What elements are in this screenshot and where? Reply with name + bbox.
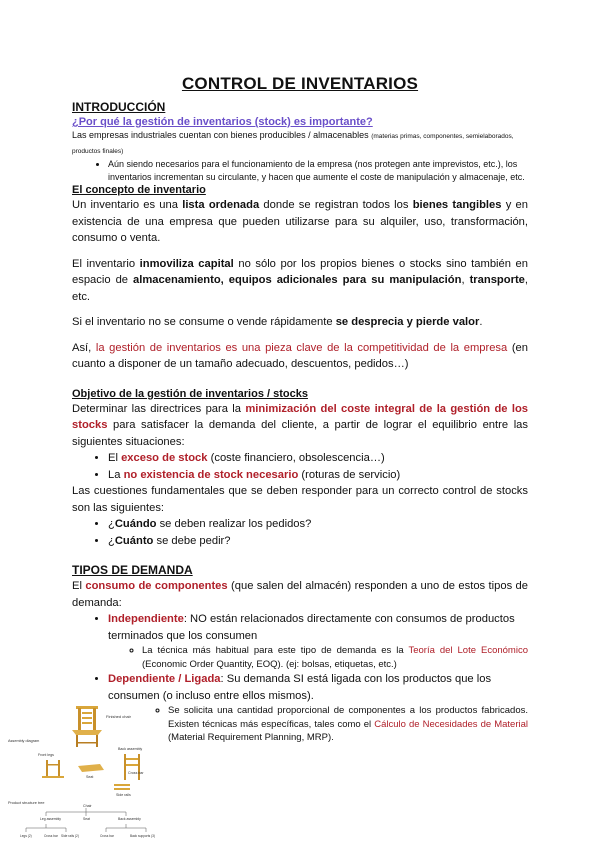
tree-cross-bar-2: Cross bar bbox=[100, 834, 114, 838]
front-legs-label: Front legs bbox=[38, 753, 54, 757]
list-item: • La no existencia de stock necesario (roturas de servicio) bbox=[108, 467, 528, 484]
list-item: ◦ Se solicita una cantidad proporcional de componentes a los productos fabricados. Existen técnicas más específicas, tales como el Cálculo de Necesidades de Material (Material Requirement Planning, MRP). bbox=[168, 704, 528, 745]
objective-bullets bbox=[72, 450, 528, 483]
back-assembly-label: Back assembly bbox=[118, 747, 143, 751]
tree-back-assembly: Back assembly bbox=[118, 817, 141, 821]
parts-image bbox=[42, 754, 140, 790]
intro-bullet: • Aún siendo necesarios para el funcionamiento de la empresa (nos protegen ante imprevistos, etc.), los inventarios incrementan su circulante, y hacen que aumente el coste de manipulación y almacenaje, etc. bbox=[108, 158, 528, 183]
list-item: ◦ La técnica más habitual para este tipo de demanda es la Teoría del Lote Económico (Economic Order Quantity, EOQ). (ej: bolsas, etiquetas, etc.) bbox=[142, 644, 528, 671]
tree-seat: Seat bbox=[83, 817, 90, 821]
objective-heading: Objetivo de la gestión de inventarios / stocks bbox=[72, 387, 308, 400]
seat-label: Seat bbox=[86, 775, 94, 779]
list-item: • El exceso de stock (coste financiero, obsolescencia…) bbox=[108, 450, 528, 467]
page-title: CONTROL DE INVENTARIOS bbox=[181, 74, 419, 93]
concept-p1: Un inventario es una lista ordenada donde se registran todos los bienes tangibles y en existencia de una empresa que pueden utilizarse para su alquiler, uso, transformación, consumo o venta. bbox=[72, 199, 528, 244]
objective-p2: Las cuestiones fundamentales que se deben responder para un correcto control de stocks son las siguientes: bbox=[72, 485, 528, 514]
document-page bbox=[72, 74, 528, 745]
intro-question: ¿Por qué la gestión de inventarios (stock) es importante? bbox=[72, 116, 373, 128]
chair-diagram bbox=[6, 704, 156, 844]
concept-p2: El inventario inmoviliza capital no sólo por los propios bienes o stocks sino también en espacio de almacenamiento, equipos adicionales para su manipulación, transporte, etc. bbox=[72, 257, 529, 303]
cross-bar-label: Cross bar bbox=[128, 771, 144, 775]
intro-paragraph: Las empresas industriales cuentan con bienes producibles / almacenables (materias primas, componentes, semielaborados, productos finales) bbox=[72, 130, 514, 155]
list-item: • ¿Cuándo se deben realizar los pedidos? bbox=[108, 516, 528, 533]
concept-p4: Así, la gestión de inventarios es una pieza clave de la competitividad de la empresa (en cuanto a disponer de un tamaño adecuado, descuentos, pedidos…) bbox=[72, 341, 528, 370]
finished-label: Finished chair bbox=[106, 714, 131, 719]
tree-legs: Legs (2) bbox=[20, 834, 32, 838]
list-item: • ¿Cuánto se debe pedir? bbox=[108, 533, 528, 550]
concept-heading: El concepto de inventario bbox=[72, 184, 206, 196]
intro-heading: INTRODUCCIÓN bbox=[72, 100, 166, 114]
list-item: • Independiente: NO están relacionados directamente con consumos de productos terminados que los consumen ◦ La técnica más habitual para este tipo de demanda es la Teoría del Lote Económico (Economic Order Quantity, EOQ). (ej: bolsas, etiquetas, etc.) bbox=[108, 611, 528, 671]
objective-p1: Determinar las directrices para la minimización del coste integral de la gestión de los stocks para satisfacer la demanda del cliente, a partir de lograr el equilibrio entre las siguientes situaciones: bbox=[72, 402, 528, 448]
intro-bullets bbox=[72, 158, 528, 183]
tree-side-rails: Side rails (2) bbox=[61, 834, 79, 838]
tree-leg-assembly: Leg assembly bbox=[40, 817, 61, 821]
demand-p1: El consumo de componentes (que salen del almacén) responden a uno de estos tipos de demanda: bbox=[72, 580, 528, 609]
demand-heading: TIPOS DE DEMANDA bbox=[72, 563, 193, 577]
assembly-label: Assembly diagram bbox=[8, 739, 40, 743]
objective-questions bbox=[72, 516, 528, 549]
tree-chair: Chair bbox=[83, 804, 92, 808]
tree-cross-bar: Cross bar bbox=[44, 834, 58, 838]
tree-title: Product structure tree bbox=[8, 801, 45, 805]
tree-back-supports: Back supports (3) bbox=[130, 834, 155, 838]
list-item: • Dependiente / Ligada: Su demanda SI está ligada con los productos que los consumen (o incluso entre ellos mismos). ◦ Se solicita una cantidad proporcional de componentes a los productos fabricados. Existen técnicas más específicas, tales como el Cálculo de Necesidades de Material (Material Requirement Planning, MRP). bbox=[108, 671, 528, 745]
side-rails-label: Side rails bbox=[116, 793, 131, 797]
concept-p3: Si el inventario no se consume o vende rápidamente se desprecia y pierde valor. bbox=[72, 316, 483, 328]
finished-chair-image bbox=[72, 706, 102, 747]
